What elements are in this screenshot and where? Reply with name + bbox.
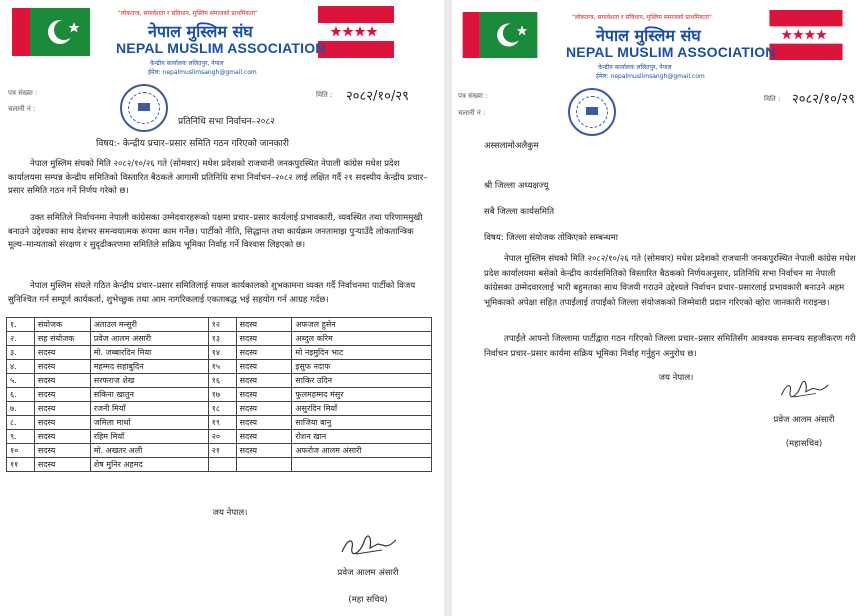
recipient-line-1: श्री जिल्ला अध्यक्षज्यू	[484, 181, 549, 191]
dispatch-number-label: चलानी नं :	[458, 109, 486, 117]
table-cell-name: जमिला मार्था	[90, 416, 208, 430]
table-cell-role: सदस्य	[34, 374, 90, 388]
greeting: अस्सलामोअलैकुम	[484, 141, 539, 151]
date-label: मिति :	[764, 95, 781, 103]
table-cell-role2	[236, 458, 292, 472]
table-cell-name: सरफराज शेख	[90, 374, 208, 388]
org-email: ईमेल: nepalmuslimsangh@gmail.com	[148, 69, 257, 76]
letter-number-label: पत्र संख्या :	[458, 92, 488, 100]
table-cell-name2: रोशन खान	[292, 430, 432, 444]
jai-nepal-2: जय नेपाल।	[658, 373, 694, 383]
muslim-flag-icon	[462, 12, 538, 58]
table-cell-no: ४.	[7, 360, 35, 374]
table-cell-no2: २१	[208, 444, 236, 458]
table-cell-no: १.	[7, 318, 35, 332]
table-cell-name: सकिना खातुन	[90, 388, 208, 402]
party-flag-icon	[318, 6, 394, 58]
signature-icon	[778, 378, 830, 402]
table-cell-role2: सदस्य	[236, 318, 292, 332]
table-row	[7, 374, 432, 388]
letter-subject: विषय:- केन्द्रीय प्रचार–प्रसार समिति गठन गरिएको जानकारी	[96, 139, 289, 149]
paragraph-2: तपाईंले आफ्नो जिल्लामा पार्टीद्वारा गठन गरिएको जिल्ला प्रचार–प्रसार समितिसँग आवश्यक समन्वय सहजीकरण गरी निर्वाचन प्रचार–प्रसार कार्यमा सक्रिय भूमिका निर्वाह गर्नुहुन अनुरोध छ।	[484, 334, 856, 359]
table-cell-no: ६.	[7, 388, 35, 402]
table-cell-no2: १४	[208, 346, 236, 360]
association-seal-icon	[568, 88, 616, 136]
table-cell-no2: १३	[208, 332, 236, 346]
table-cell-name: अताउल मन्सुरी	[90, 318, 208, 332]
table-cell-name2	[292, 458, 432, 472]
table-cell-name: महम्मद सहाबुदिन	[90, 360, 208, 374]
paragraph-1: नेपाल मुस्लिम संघको मिति २०८२/१०/२६ गते (सोमवार) मधेश प्रदेशको राजधानी जनकपुरस्थित नेपाली कांग्रेस मधेश प्रदेश कार्यालयमा सम्पन्न केन्द्रीय समितिको विस्तारित बैठकले आगामी प्रतिनिधि सभा निर्वाचन–२०८२ लाई लक्षित गर्दै २१ सदस्यीय केन्द्रीय प्रचार–प्रसार समिति गठन गर्ने निर्णय गरेको छ।	[8, 159, 428, 196]
letter-subject: विषय: जिल्ला संयोजक तोकिएको सम्बन्धमा	[484, 233, 618, 243]
association-seal-icon	[120, 84, 168, 132]
table-cell-no: ३.	[7, 346, 35, 360]
signatory-name-2: प्रवेज आलम अंसारी	[773, 415, 835, 425]
paragraph-2: उक्त समितिले निर्वाचनमा नेपाली कांग्रेसका उम्मेदवारहरूको पक्षमा प्रचार–प्रसार कार्यलाई प्रभावकारी, व्यवस्थित तथा परिणाममुखी बनाउने उद्देश्यका साथ देशभर समन्वयात्मक रूपमा काम गर्नेछ। पार्टीको नीति, सिद्धान्त तथा कार्यक्रम जनतामाझ पुऱ्याउँदै लोकतान्त्रिक मूल्य–मान्यताको संरक्षण र सुदृढीकरणमा समितिले सक्रिय भूमिका निर्वाह गर्ने विश्वास लिइएको छ।	[8, 213, 423, 250]
table-cell-role2: सदस्य	[236, 360, 292, 374]
table-cell-name: मो. जब्बारदिन मिया	[90, 346, 208, 360]
table-row	[7, 458, 432, 472]
table-cell-no: ९.	[7, 430, 35, 444]
table-cell-no2: १७	[208, 388, 236, 402]
table-cell-name: रहिम मियाँ	[90, 430, 208, 444]
table-row	[7, 402, 432, 416]
table-cell-no2: २०	[208, 430, 236, 444]
table-cell-name2: इसुफ नदाफ	[292, 360, 432, 374]
table-cell-name2: अफरोज आलम अंसारी	[292, 444, 432, 458]
table-cell-role: संयोजक	[34, 318, 90, 332]
letter-heading: प्रतिनिधि सभा निर्वाचन–२०८२	[178, 117, 275, 127]
table-cell-role: सदस्य	[34, 430, 90, 444]
table-cell-no2: १२	[208, 318, 236, 332]
table-cell-no: ७.	[7, 402, 35, 416]
table-cell-role: सदस्य	[34, 360, 90, 374]
table-cell-name2: अफजल हुसेन	[292, 318, 432, 332]
table-cell-no2: १८	[208, 402, 236, 416]
table-row	[7, 388, 432, 402]
org-name-english: NEPAL MUSLIM ASSOCIATION	[566, 44, 776, 60]
table-cell-role2: सदस्य	[236, 444, 292, 458]
table-cell-no: ८.	[7, 416, 35, 430]
recipient-line-2: सबै जिल्ला कार्यसमिति	[484, 207, 555, 217]
table-cell-name: प्रवेज आलम अंसारी	[90, 332, 208, 346]
jai-nepal-1: जय नेपाल।	[212, 508, 248, 518]
org-name-english: NEPAL MUSLIM ASSOCIATION	[116, 40, 326, 56]
table-cell-role2: सदस्य	[236, 374, 292, 388]
org-email: ईमेल: nepalmuslimsangh@gmail.com	[596, 73, 705, 80]
table-cell-name2: मो नइमुदिन भाट	[292, 346, 432, 360]
table-cell-name2: अब्दुल करिम	[292, 332, 432, 346]
paragraph-1: नेपाल मुस्लिम संघको मिति २०८२/१०/२६ गते (सोमवार) मधेश प्रदेशको राजधानी जनकपुरस्थित नेपाली कांग्रेस मधेश प्रदेश कार्यालयमा बसेको केन्द्रीय कार्यसमितिको विस्तारित बैठकको निर्णयअनुसार, प्रतिनिधि सभा निर्वाचन मा नेपाली कांग्रेसका उम्मेदवारलाई भारी बहुमतका साथ विजयी गराउने उद्देश्यले निर्वाचन प्रचार–प्रसारलाई प्रभावकारी बनाउने अहम भूमिकाको अपेक्षा सहित तपाईंलाई तपाईंको जिल्ला संयोजकको जिम्मेवारी प्रदान गरिएको व्होरा जानकारी गराइन्छ।	[484, 254, 856, 308]
committee-members-table	[6, 317, 432, 472]
table-cell-name: शेष मुनिर अहमद	[90, 458, 208, 472]
table-cell-name: रजनी मियाँ	[90, 402, 208, 416]
signature-icon	[338, 534, 398, 558]
muslim-flag-icon	[12, 8, 90, 56]
table-cell-role: सदस्य	[34, 402, 90, 416]
table-cell-no: ५.	[7, 374, 35, 388]
table-cell-role2: सदस्य	[236, 430, 292, 444]
table-cell-no2	[208, 458, 236, 472]
letter-date: २०८२/१०/२९	[792, 92, 855, 107]
table-row	[7, 430, 432, 444]
table-cell-name: मो. अखतर अली	[90, 444, 208, 458]
header-motto: "लोकतन्त्र, समावेशता र संविधान, मुस्लिम समाजको प्राथमिकता"	[118, 10, 258, 17]
date-label: मिति :	[316, 91, 333, 99]
table-cell-role2: सदस्य	[236, 332, 292, 346]
table-cell-no2: १५	[208, 360, 236, 374]
letter-page-2	[452, 0, 860, 616]
table-row	[7, 332, 432, 346]
signatory-designation-2: (महासचिव)	[785, 439, 823, 449]
table-cell-role2: सदस्य	[236, 416, 292, 430]
table-cell-no: १०	[7, 444, 35, 458]
table-cell-role2: सदस्य	[236, 402, 292, 416]
paragraph-3: नेपाल मुस्लिम संघले गठित केन्द्रीय प्रचार–प्रसार समितिलाई सफल कार्यकालको शुभकामना व्यक्त गर्दै निर्वाचनमा पार्टीको विजय सुनिश्चित गर्न सम्पूर्ण कार्यकर्ता, शुभेच्छुक तथा आम नागरिकलाई एकताबद्ध भई सहयोग गर्न आग्रह गर्दछ।	[8, 281, 416, 305]
table-cell-role: सह संयोजक	[34, 332, 90, 346]
dispatch-number-label: चलानी नं :	[8, 105, 36, 113]
table-row	[7, 360, 432, 374]
table-cell-no2: १६	[208, 374, 236, 388]
letter-date: २०८२/१०/२९	[346, 89, 409, 104]
org-address: केन्द्रीय कार्यालयः ललितपुर, नेपाल	[598, 64, 672, 71]
letter-number-label: पत्र संख्या :	[8, 89, 38, 97]
table-cell-no: २.	[7, 332, 35, 346]
table-cell-name2: फुलमहम्मद मंसुर	[292, 388, 432, 402]
table-cell-role: सदस्य	[34, 346, 90, 360]
table-row	[7, 444, 432, 458]
table-cell-role2: सदस्य	[236, 346, 292, 360]
table-cell-role: सदस्य	[34, 416, 90, 430]
org-address: केन्द्रीय कार्यालयः ललितपुर, नेपाल	[150, 60, 224, 67]
header-motto: "लोकतन्त्र, समावेशता र संविधान, मुस्लिम समाजको प्राथमिकता"	[572, 14, 712, 21]
table-cell-role2: सदस्य	[236, 388, 292, 402]
table-cell-no: ११	[7, 458, 35, 472]
table-row	[7, 318, 432, 332]
table-cell-role: सदस्य	[34, 458, 90, 472]
table-row	[7, 346, 432, 360]
table-cell-name2: साजिया बानु	[292, 416, 432, 430]
table-cell-name2: असुरदिन मियाँ	[292, 402, 432, 416]
table-cell-name2: साकिर उदिन	[292, 374, 432, 388]
table-cell-no2: १९	[208, 416, 236, 430]
org-name-nepali: नेपाल मुस्लिम संघ	[148, 22, 253, 41]
table-row	[7, 416, 432, 430]
org-name-nepali: नेपाल मुस्लिम संघ	[596, 26, 701, 45]
party-flag-icon	[768, 10, 844, 60]
table-cell-role: सदस्य	[34, 444, 90, 458]
table-cell-role: सदस्य	[34, 388, 90, 402]
signatory-designation-1: (महा सचिव)	[348, 595, 388, 605]
signatory-name-1: प्रवेज आलम अंसारी	[337, 568, 399, 578]
